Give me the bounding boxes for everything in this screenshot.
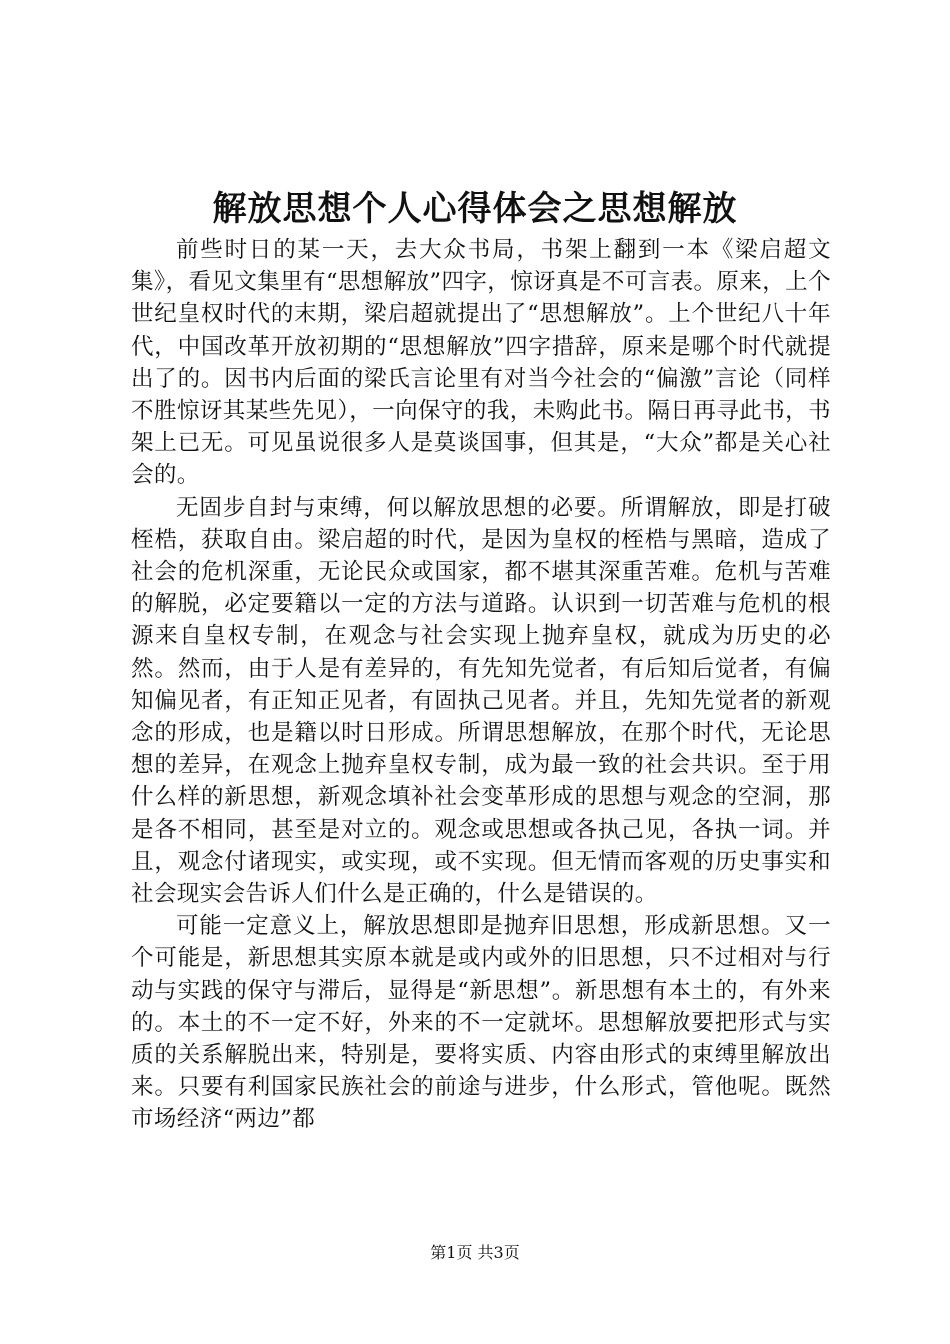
paragraph-2: 无固步自封与束缚，何以解放思想的必要。所谓解放，即是打破桎梏，获取自由。梁启超的时代，是因为皇权的桎梏与黑暗，造成了社会的危机深重，无论民众或国家，都不堪其深重苦难。危机与苦难的解脱，必定要籍以一定的方法与道路。认识到一切苦难与危机的根源来自皇权专制，在观念与社会实现上抛弃皇权，就成为历史的必然。然而，由于人是有差异的，有先知先觉者，有后知后觉者，有偏知偏见者，有正知正见者，有固执己见者。并且，先知先觉者的新观念的形成，也是籍以时日形成。所谓思想解放，在那个时代，无论思想的差异，在观念上抛弃皇权专制，成为最一致的社会共识。至于用什么样的新思想，新观念填补社会变革形成的思想与观念的空洞，那是各不相同，甚至是对立的。观念或思想或各执己见，各执一词。并且，观念付诸现实，或实现，或不实现。但无情而客观的历史事实和社会现实会告诉人们什么是正确的，什么是错误的。 [131, 494, 831, 908]
page-footer: 第1页 共3页 [430, 1243, 520, 1262]
paragraph-3: 可能一定意义上，解放思想即是抛弃旧思想，形成新思想。又一个可能是，新思想其实原本就是或内或外的旧思想，只不过相对与行动与实践的保守与滞后，显得是“新思想”。新思想有本土的，有外来的。本土的不一定不好，外来的不一定就坏。思想解放要把形式与实质的关系解脱出来，特别是，要将实质、内容由形式的束缚里解放出来。只要有利国家民族社会的前途与进步，什么形式，管他呢。既然市场经济“两边”都 [131, 913, 831, 1133]
document-body [131, 234, 831, 1136]
page-title: 解放思想个人心得体会之思想解放 [212, 189, 738, 229]
paragraph-1: 前些时日的某一天，去大众书局，书架上翻到一本《梁启超文集》，看见文集里有“思想解放”四字，惊讶真是不可言表。原来，上个世纪皇权时代的末期，梁启超就提出了“思想解放”。上个世纪八十年代，中国改革开放初期的“思想解放”四字措辞，原来是哪个时代就提出了的。因书内后面的梁氏言论里有对当今社会的“偏激”言论（同样不胜惊讶其某些先见），一向保守的我，未购此书。隔日再寻此书，书架上已无。可见虽说很多人是莫谈国事，但其是，“大众”都是关心社会的。 [131, 237, 831, 489]
